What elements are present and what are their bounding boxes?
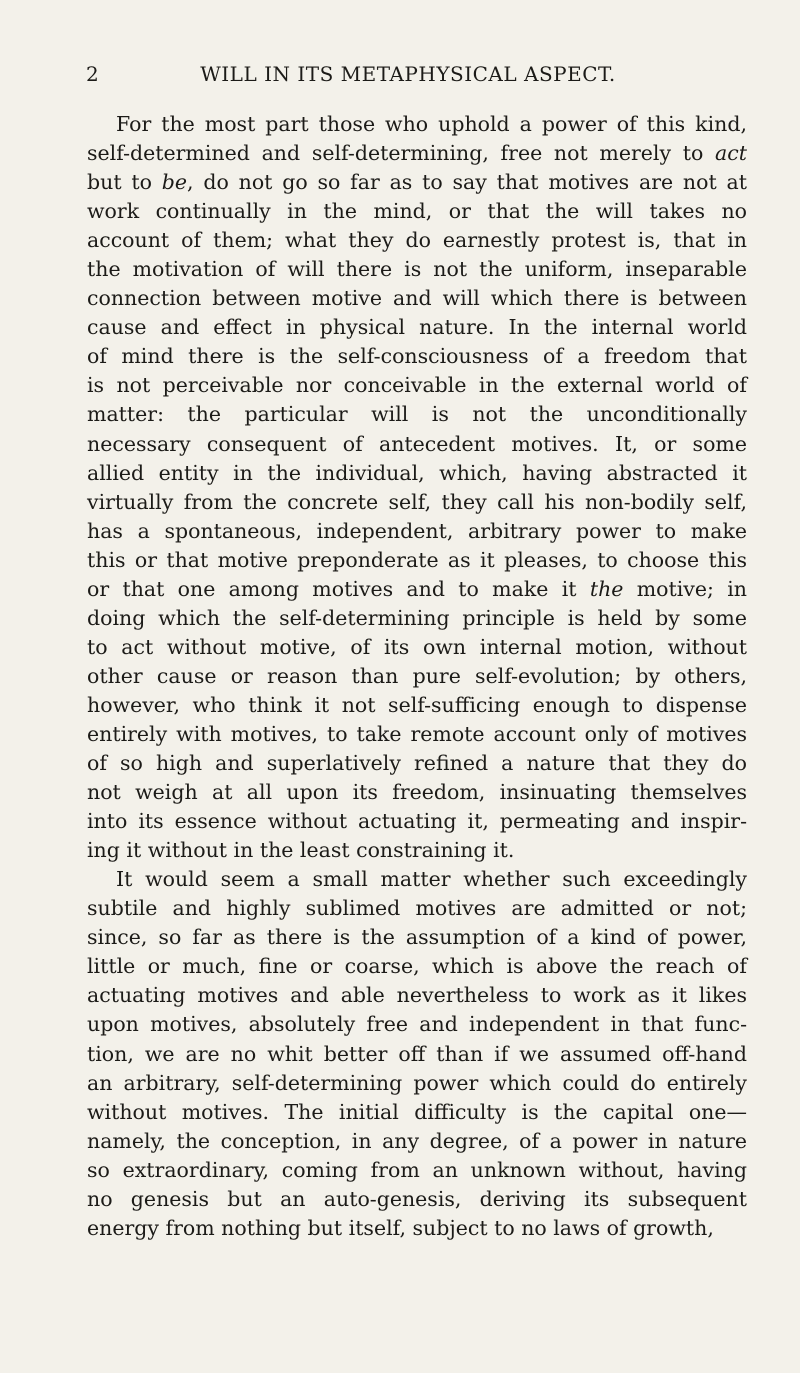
paragraph (87, 110, 747, 865)
text-line: upon motives, absolutely free and independent in that func- (87, 1012, 747, 1037)
text-line: other cause or reason than pure self-evolution; by others, (87, 663, 747, 688)
text-line: connection between motive and will which there is between (87, 286, 747, 311)
text-line: the motivation of will there is not the uniform, inseparable (87, 257, 747, 282)
text-line: has a spontaneous, independent, arbitrary power to make (87, 518, 747, 543)
text-line: since, so far as there is the assumption of a kind of power, (87, 925, 747, 950)
text-line: tion, we are no whit better off than if we assumed off-hand (87, 1041, 747, 1066)
body-text (87, 110, 747, 1243)
text-line: subtile and highly sublimed motives are admitted or not; (87, 896, 747, 921)
text-line: ing it without in the least constraining it. (87, 838, 515, 863)
text-line: not weigh at all upon its freedom, insinuating themselves (87, 780, 747, 805)
paragraph (87, 865, 747, 1243)
text-line: little or much, fine or coarse, which is above the reach of (87, 954, 747, 979)
text-line: It would seem a small matter whether such exceedingly (116, 867, 747, 892)
text-line: to act without motive, of its own internal motion, without (87, 634, 747, 659)
text-line: this or that motive preponderate as it pleases, to choose this (87, 547, 747, 572)
text-line: account of them; what they do earnestly protest is, that in (87, 228, 747, 253)
text-line: but to be, do not go so far as to say that motives are not at (87, 170, 747, 195)
text-line: entirely with motives, to take remote account only of motives (87, 721, 747, 746)
text-line: matter: the particular will is not the unconditionally (87, 402, 747, 427)
text-line: actuating motives and able nevertheless to work as it likes (87, 983, 747, 1008)
text-line: of so high and superlatively refined a nature that they do (87, 751, 747, 776)
text-line: namely, the conception, in any degree, of a power in nature (87, 1128, 747, 1153)
text-line: doing which the self-determining principle is held by some (87, 605, 747, 630)
text-line: or that one among motives and to make it the motive; in (87, 576, 747, 601)
text-line: is not perceivable nor conceivable in the external world of (87, 373, 747, 398)
text-line: work continually in the mind, or that the will takes no (87, 199, 747, 224)
text-line: without motives. The initial difficulty is the capital one— (87, 1099, 747, 1124)
text-line: necessary consequent of antecedent motives. It, or some (87, 431, 747, 456)
page-number: 2 (86, 62, 100, 86)
running-title: WILL IN ITS METAPHYSICAL ASPECT. (200, 62, 616, 86)
text-line: no genesis but an auto-genesis, deriving its subsequent (87, 1186, 747, 1211)
text-line: into its essence without actuating it, permeating and inspir- (87, 809, 747, 834)
running-head (0, 62, 800, 92)
text-line: energy from nothing but itself, subject to no laws of growth, (87, 1215, 714, 1240)
text-line: an arbitrary, self-determining power which could do entirely (87, 1070, 747, 1095)
text-line: For the most part those who uphold a power of this kind, (116, 112, 747, 136)
text-line: however, who think it not self-sufficing enough to dispense (87, 692, 747, 717)
text-line: cause and effect in physical nature. In the internal world (87, 315, 747, 340)
text-line: of mind there is the self-consciousness of a freedom that (87, 344, 747, 369)
text-line: virtually from the concrete self, they call his non-bodily self, (87, 489, 747, 514)
text-line: so extraordinary, coming from an unknown without, having (87, 1157, 747, 1182)
text-line: allied entity in the individual, which, having abstracted it (87, 460, 747, 485)
text-line: self-determined and self-determining, free not merely to act (87, 141, 747, 166)
